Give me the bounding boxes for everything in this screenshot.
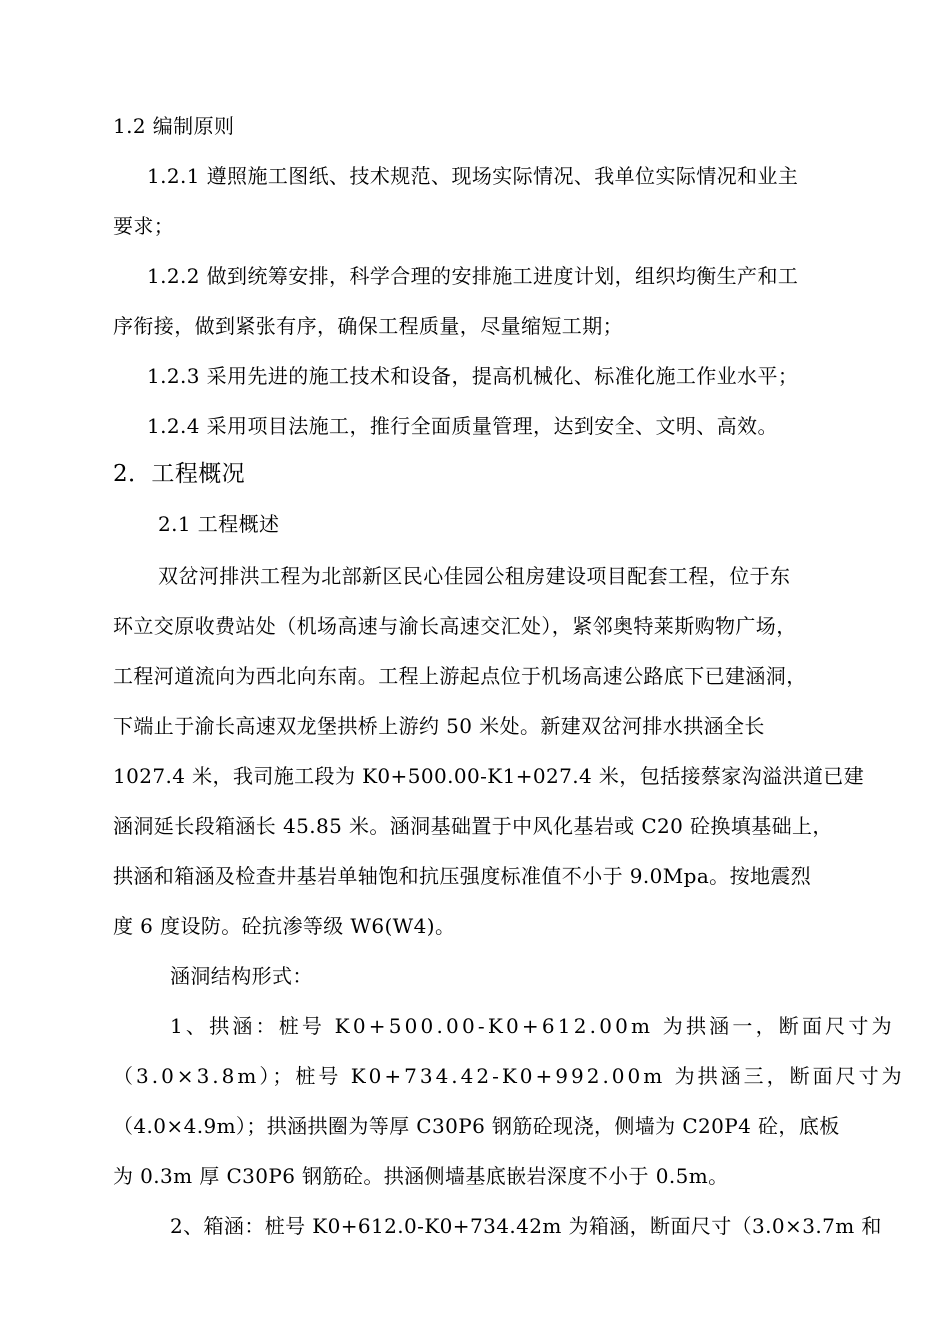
overview-paragraph-line: 下端止于渝长高速双龙堡拱桥上游约 50 米处。新建双岔河排水拱涵全长 bbox=[113, 714, 765, 738]
item-1-2-3: 1.2.3 采用先进的施工技术和设备，提高机械化、标准化施工作业水平； bbox=[147, 364, 799, 388]
overview-paragraph-line: 1027.4 米，我司施工段为 K0+500.00-K1+027.4 米，包括接蔡家沟溢洪道已建 bbox=[113, 764, 865, 788]
structure-form-label: 涵洞结构形式： bbox=[170, 964, 313, 988]
arch-culvert-line4: 为 0.3m 厚 C30P6 钢筋砼。拱涵侧墙基底嵌岩深度不小于 0.5m。 bbox=[113, 1164, 729, 1188]
overview-paragraph-line: 工程河道流向为西北向东南。工程上游起点位于机场高速公路底下已建涵洞， bbox=[113, 664, 807, 688]
subsection-title-2-1: 2.1 工程概述 bbox=[158, 512, 280, 536]
item-1-2-1-line1: 1.2.1 遵照施工图纸、技术规范、现场实际情况、我单位实际情况和业主 bbox=[147, 164, 799, 188]
item-1-2-2-line1: 1.2.2 做到统筹安排，科学合理的安排施工进度计划，组织均衡生产和工 bbox=[147, 264, 799, 288]
arch-culvert-line1: 1、拱涵：桩号 K0+500.00-K0+612.00m 为拱涵一，断面尺寸为 bbox=[170, 1014, 895, 1038]
item-1-2-1-line2: 要求； bbox=[113, 214, 175, 238]
overview-paragraph-line: 环立交原收费站处（机场高速与渝长高速交汇处），紧邻奥特莱斯购物广场， bbox=[113, 614, 797, 638]
overview-paragraph-line: 度 6 度设防。砼抗渗等级 W6(W4)。 bbox=[113, 914, 456, 938]
item-1-2-2-line2: 序衔接，做到紧张有序，确保工程质量，尽量缩短工期； bbox=[113, 314, 623, 338]
arch-culvert-line2: （3.0×3.8m）；桩号 K0+734.42-K0+992.00m 为拱涵三，断面尺寸为 bbox=[113, 1064, 905, 1088]
section-title-1-2: 1.2 编制原则 bbox=[113, 114, 235, 138]
box-culvert-line1: 2、箱涵：桩号 K0+612.0-K0+734.42m 为箱涵，断面尺寸（3.0×3.7m 和 bbox=[170, 1214, 882, 1238]
overview-paragraph-line: 涵洞延长段箱涵长 45.85 米。涵洞基础置于中风化基岩或 C20 砼换填基础上， bbox=[113, 814, 833, 838]
section-title-2: 2．工程概况 bbox=[113, 461, 246, 487]
overview-paragraph-line: 拱涵和箱涵及检查井基岩单轴饱和抗压强度标准值不小于 9.0Mpa。按地震烈 bbox=[113, 864, 812, 888]
overview-paragraph-line: 双岔河排洪工程为北部新区民心佳园公租房建设项目配套工程，位于东 bbox=[158, 564, 791, 588]
arch-culvert-line3: （4.0×4.9m）；拱涵拱圈为等厚 C30P6 钢筋砼现浇，侧墙为 C20P4 砼，底板 bbox=[113, 1114, 840, 1138]
item-1-2-4: 1.2.4 采用项目法施工，推行全面质量管理，达到安全、文明、高效。 bbox=[147, 414, 778, 438]
